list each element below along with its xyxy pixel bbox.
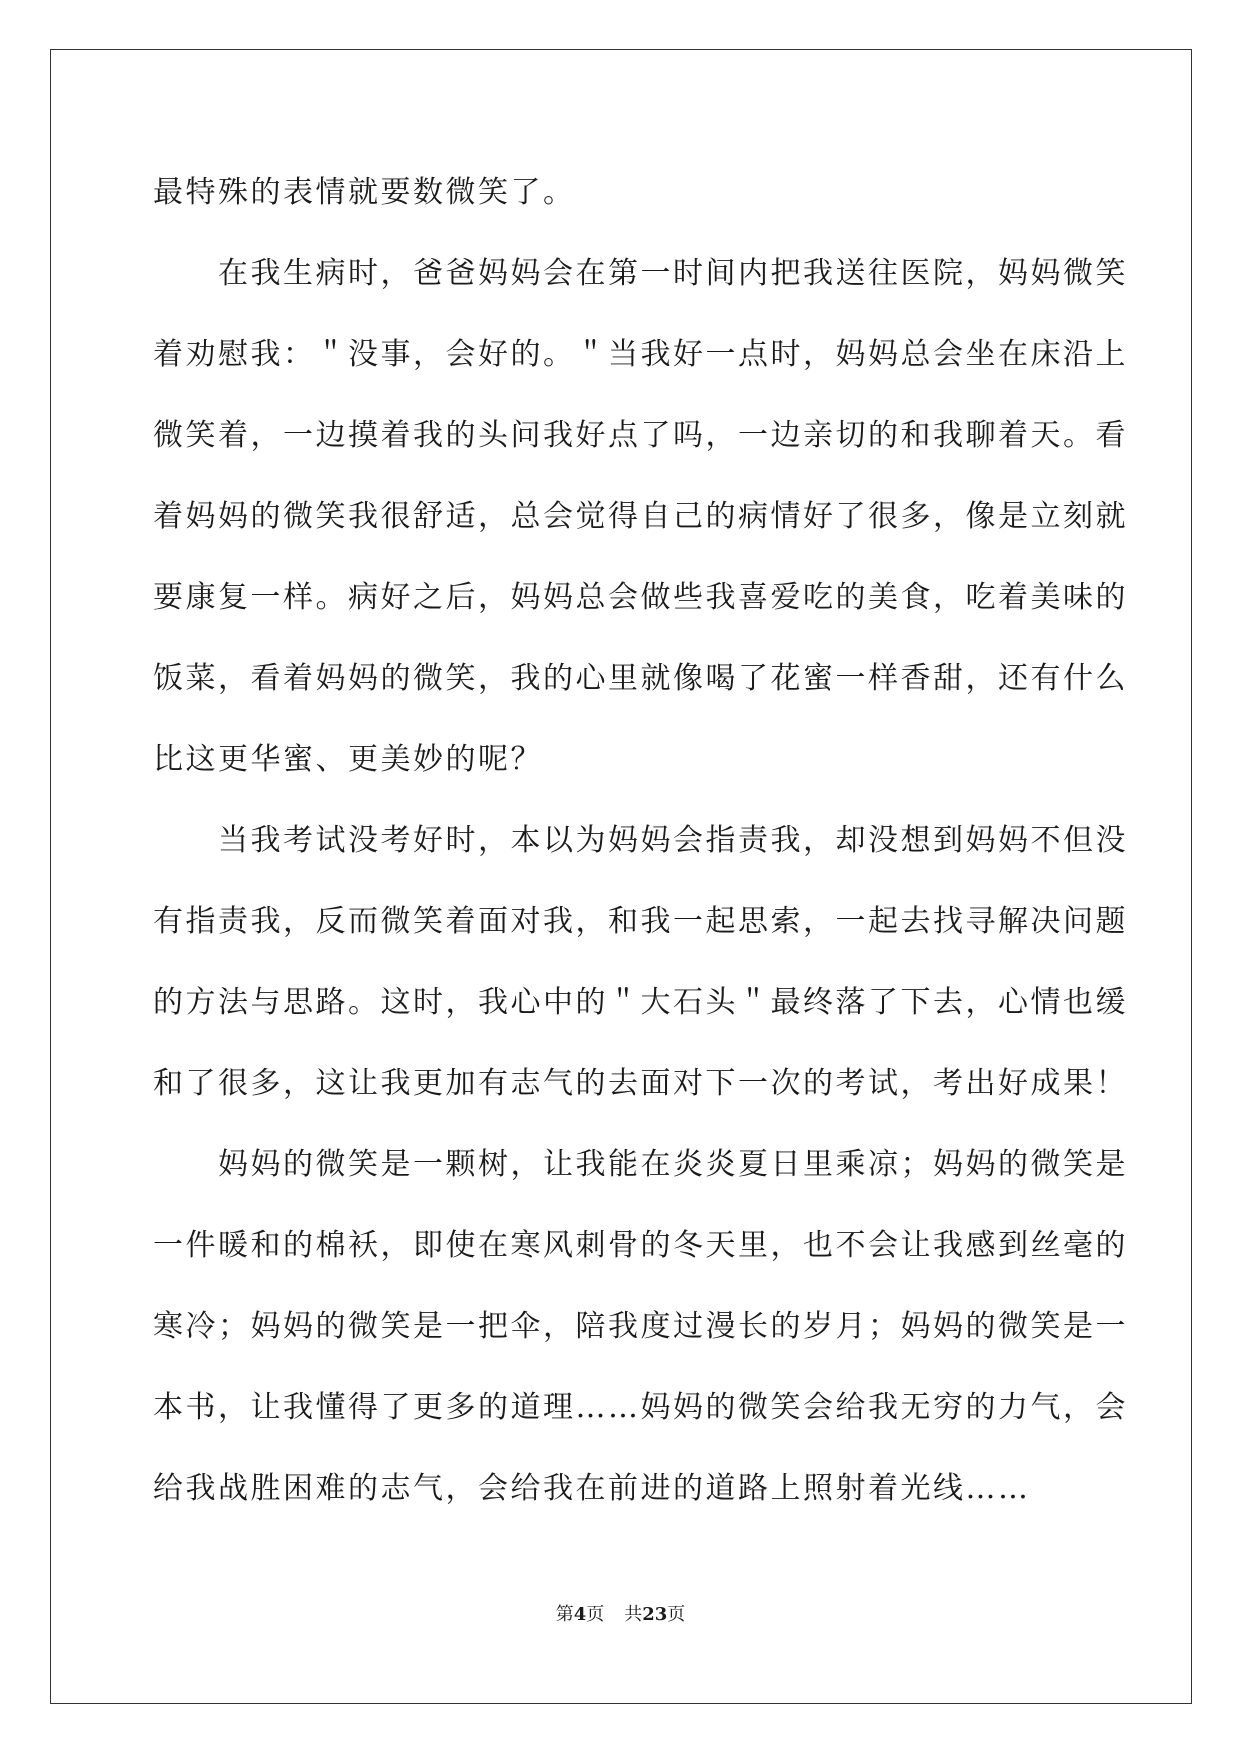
text-line: 最特殊的表情就要数微笑了。 [153, 175, 576, 210]
text-line: 比这更华蜜、更美妙的呢？ [153, 742, 543, 777]
page-number: 4 [573, 1604, 587, 1625]
text-line: 着劝慰我：＂没事，会好的。＂当我好一点时，妈妈总会坐在床沿上 [153, 337, 1128, 372]
text-line: 给我战胜困难的志气，会给我在前进的道路上照射着光线…… [153, 1471, 1031, 1506]
text-line: 本书，让我懂得了更多的道理……妈妈的微笑会给我无穷的力气，会 [153, 1390, 1128, 1425]
text-line: 当我考试没考好时，本以为妈妈会指责我，却没想到妈妈不但没 [153, 823, 1128, 858]
text-line: 有指责我，反而微笑着面对我，和我一起思索，一起去找寻解决问题 [153, 904, 1128, 939]
text-line: 着妈妈的微笑我很舒适，总会觉得自己的病情好了很多，像是立刻就 [153, 499, 1128, 534]
total-suffix: 页 [667, 1604, 686, 1625]
text-line: 和了很多，这让我更加有志气的去面对下一次的考试，考出好成果！ [153, 1066, 1128, 1101]
text-line: 一件暖和的棉袄，即使在寒风刺骨的冬天里，也不会让我感到丝毫的 [153, 1228, 1128, 1263]
document-body [153, 152, 1128, 1529]
text-line: 饭菜，看着妈妈的微笑，我的心里就像喝了花蜜一样香甜，还有什么 [153, 661, 1128, 696]
text-line: 寒冷；妈妈的微笑是一把伞，陪我度过漫长的岁月；妈妈的微笑是一 [153, 1309, 1128, 1344]
page-footer [0, 1600, 1241, 1626]
text-line: 的方法与思路。这时，我心中的＂大石头＂最终落了下去，心情也缓 [153, 985, 1128, 1020]
total-pages: 23 [642, 1604, 668, 1625]
page-suffix: 页 [586, 1604, 605, 1625]
text-line: 要康复一样。病好之后，妈妈总会做些我喜爱吃的美食，吃着美味的 [153, 580, 1128, 615]
total-prefix: 共 [624, 1604, 643, 1625]
page-prefix: 第 [555, 1604, 574, 1625]
text-line: 微笑着，一边摸着我的头问我好点了吗，一边亲切的和我聊着天。看 [153, 418, 1128, 453]
text-line: 在我生病时，爸爸妈妈会在第一时间内把我送往医院，妈妈微笑 [153, 256, 1128, 291]
text-line: 妈妈的微笑是一颗树，让我能在炎炎夏日里乘凉；妈妈的微笑是 [153, 1147, 1128, 1182]
